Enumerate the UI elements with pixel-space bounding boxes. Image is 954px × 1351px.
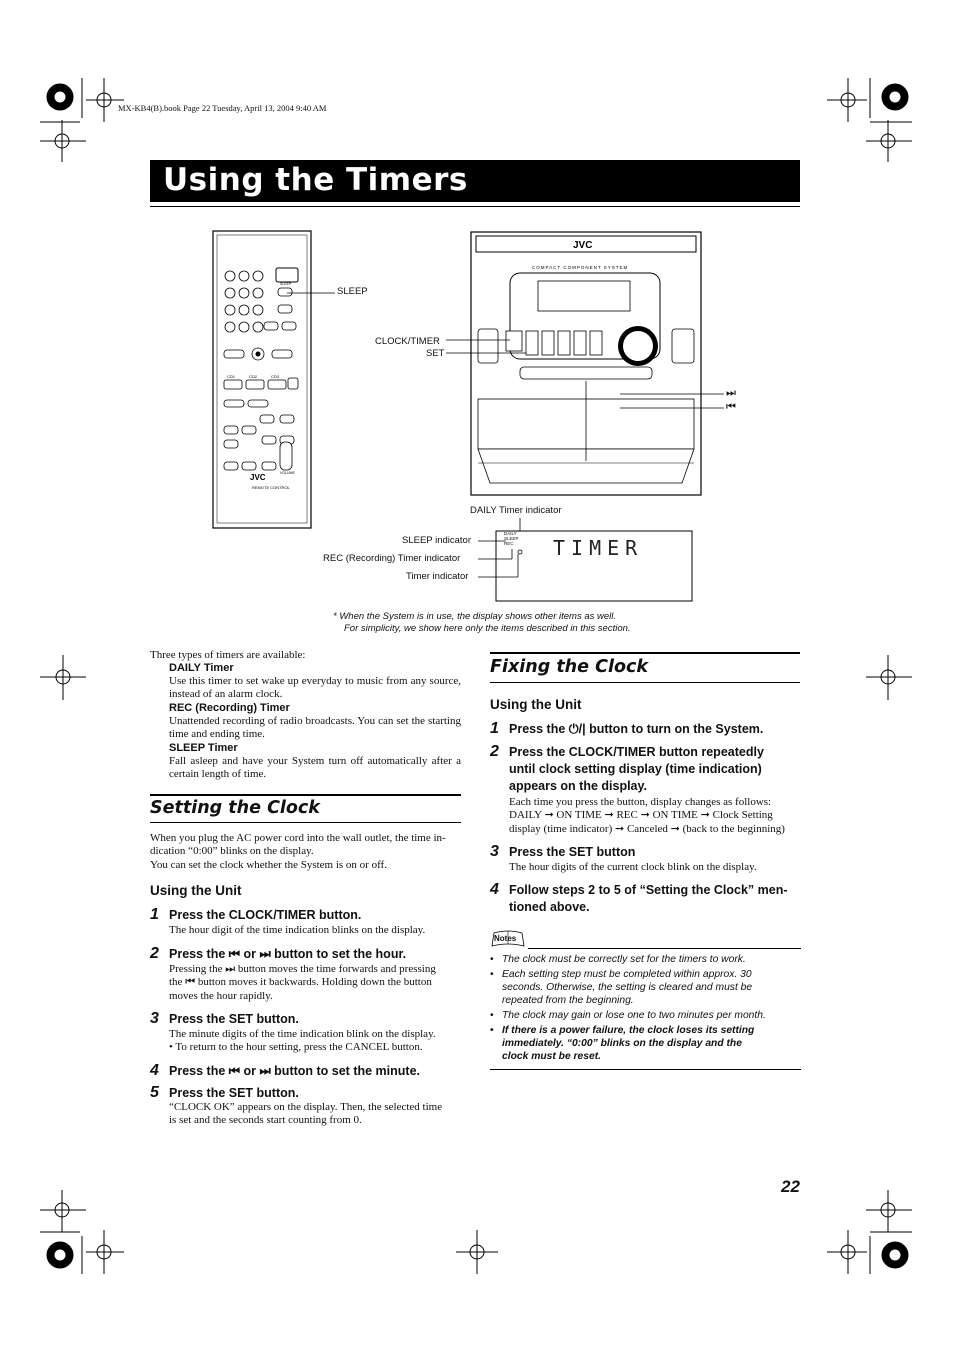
step-body-line: “CLOCK OK” appears on the display. Then, the selected time <box>169 1101 443 1113</box>
daily-timer-indicator-label: DAILY Timer indicator <box>470 505 562 516</box>
sleep-leader-line <box>287 286 337 300</box>
intro-line: dication “0:00” blinks on the display. <box>150 845 314 858</box>
step-title: Press the ⏻/| button to turn on the System. <box>509 722 764 736</box>
step-title: Press the SET button <box>509 845 636 859</box>
page-title: Using the Timers <box>163 162 468 198</box>
step-body-line: moves the hour rapidly. <box>169 989 273 1002</box>
unit-jvc-logo: JVC <box>573 240 593 251</box>
footnote-line-2: For simplicity, we show here only the items described in this section. <box>344 622 631 634</box>
remote-jvc-logo: JVC <box>250 473 266 482</box>
note-line: immediately. “0:00” blinks on the display and the <box>502 1038 742 1049</box>
section-rule-bottom <box>490 682 800 683</box>
step-body <box>169 963 461 1003</box>
intro-lead: Three types of timers are available: <box>150 649 306 661</box>
clock-timer-label: CLOCK/TIMER <box>375 336 440 347</box>
intro-line: When you plug the AC power cord into the wall outlet, the time in- <box>150 832 446 844</box>
notes-rule <box>528 948 801 949</box>
rec-timer-indicator-label: REC (Recording) Timer indicator <box>323 553 461 564</box>
note-item: • If there is a power failure, the clock loses its setting immediately. “0:00” blinks on the display and the clock must be reset. <box>490 1024 801 1063</box>
display-rec-text: REC <box>504 541 514 546</box>
step-body <box>169 1101 461 1128</box>
step-title: Press the SET button. <box>169 1012 299 1026</box>
timer-type-name: DAILY Timer <box>169 662 234 674</box>
step-number: 2 <box>490 743 499 760</box>
step-body <box>169 1028 461 1055</box>
notes-label: Notes <box>494 934 517 943</box>
note-line: Each setting step must be completed within approx. 30 <box>502 969 752 980</box>
skip-button-leaders <box>620 388 730 414</box>
section-rule-top <box>490 652 800 654</box>
remote-cd3-label: CD3 <box>271 374 280 379</box>
section-rule-bottom <box>150 822 461 823</box>
setting-clock-heading: Setting the Clock <box>150 798 320 818</box>
note-item: • The clock may gain or lose one to two minutes per month. <box>490 1009 801 1022</box>
page-number: 22 <box>781 1177 800 1196</box>
setting-using-unit-subheading: Using the Unit <box>150 883 242 898</box>
sleep-indicator-label: SLEEP indicator <box>402 535 472 546</box>
step-title: Press the SET button. <box>169 1086 299 1100</box>
prev-button-symbol: ⏮ <box>726 401 736 413</box>
remote-sleep-label: SLEEP <box>280 282 292 286</box>
step-number: 2 <box>150 945 159 962</box>
intro-line: You can set the clock whether the System is on or off. <box>150 858 387 871</box>
note-line: The clock may gain or lose one to two minutes per month. <box>502 1010 766 1021</box>
step-body-line: Pressing the ⏭ button moves the time forwards and pressing <box>169 963 436 975</box>
step-body <box>509 796 801 836</box>
step-body-line: DAILY ➞ ON TIME ➞ REC ➞ ON TIME ➞ Clock Setting <box>509 809 773 822</box>
note-line: clock must be reset. <box>502 1051 602 1062</box>
note-line: The clock must be correctly set for the timers to work. <box>502 954 746 965</box>
note-item: • Each setting step must be completed within approx. 30 seconds. Otherwise, the setting is cleared and must be repeated from the beginning. <box>490 968 801 1007</box>
figure-footnote <box>333 611 631 634</box>
step-title-line: until clock setting display (time indication) <box>509 762 762 776</box>
step-number: 3 <box>150 1010 159 1027</box>
display-daily-text: DAILY <box>504 531 517 536</box>
timer-type-desc: Fall asleep and have your System turn off automatically after a certain length of time. <box>169 754 461 781</box>
remote-label: REMOTE CONTROL <box>252 485 290 490</box>
timer-type-desc: Unattended recording of radio broadcasts. You can set the starting time and ending time. <box>169 714 461 741</box>
display-sleep-text: SLEEP <box>504 536 519 541</box>
remote-volume-label: VOLUME <box>280 471 295 475</box>
note-item: • The clock must be correctly set for the timers to work. <box>490 953 801 966</box>
title-rule <box>150 206 800 207</box>
section-rule-top <box>150 794 461 796</box>
display-small-indicators <box>504 531 519 546</box>
step-number: 4 <box>150 1062 159 1079</box>
footnote-line-1: * When the System is in use, the display shows other items as well. <box>333 611 617 622</box>
fixing-using-unit-subheading: Using the Unit <box>490 697 582 712</box>
step-title: Press the ⏮ or ⏭ button to set the minute. <box>169 1064 420 1078</box>
step-title-line: Press the CLOCK/TIMER button repeatedly <box>509 745 764 759</box>
step-body: The hour digits of the current clock blink on the display. <box>509 861 757 873</box>
step-body-line: • To return to the hour setting, press the CANCEL button. <box>169 1041 423 1054</box>
step-title-line: appears on the display. <box>509 779 648 793</box>
step-title <box>509 744 801 795</box>
step-title: Press the CLOCK/TIMER button. <box>169 908 362 922</box>
step-number: 1 <box>150 906 159 923</box>
step-body-line: the ⏮ button moves it backwards. Holding down the button <box>169 976 432 989</box>
remote-control-illustration <box>212 230 312 530</box>
step-body-line: is set and the seconds start counting from 0. <box>169 1114 362 1127</box>
step-title-line: Follow steps 2 to 5 of “Setting the Clock” men- <box>509 883 788 897</box>
remote-cd2-label: CD2 <box>249 374 258 379</box>
book-header-line: MX-KB4(B).book Page 22 Tuesday, April 13, 2004 9:40 AM <box>118 103 327 113</box>
note-line: repeated from the beginning. <box>502 995 634 1006</box>
clock-timer-set-leaders <box>440 330 540 370</box>
timer-type-name: SLEEP Timer <box>169 741 238 754</box>
set-label: SET <box>426 348 445 359</box>
setting-clock-intro <box>150 832 462 872</box>
timer-type-name: REC (Recording) Timer <box>169 701 290 714</box>
display-timer-text: TIMER <box>553 536 644 560</box>
step-body-line: The minute digits of the time indication blink on the display. <box>169 1028 436 1040</box>
step-number: 5 <box>150 1084 159 1101</box>
step-body: The hour digit of the time indication blinks on the display. <box>169 924 426 936</box>
step-number: 1 <box>490 720 499 737</box>
step-body-line: Each time you press the button, display changes as follows: <box>509 796 772 808</box>
notes-list <box>490 953 801 1063</box>
step-number: 4 <box>490 881 499 898</box>
note-line: If there is a power failure, the clock loses its setting <box>502 1025 755 1036</box>
step-number: 3 <box>490 843 499 860</box>
step-title: Press the ⏮ or ⏭ button to set the hour. <box>169 947 407 961</box>
timer-types-list <box>169 662 461 781</box>
step-title-line: tioned above. <box>509 900 590 914</box>
timer-indicator-label: Timer indicator <box>406 571 469 582</box>
note-line: seconds. Otherwise, the setting is cleared and must be <box>502 982 753 993</box>
step-body-line: display (time indicator) ➞ Canceled ➞ (back to the beginning) <box>509 822 785 835</box>
notes-bottom-rule <box>490 1069 801 1070</box>
remote-cd1-label: CD1 <box>227 374 236 379</box>
sleep-label: SLEEP <box>337 286 368 297</box>
fixing-clock-heading: Fixing the Clock <box>490 657 648 677</box>
step-title <box>509 882 801 916</box>
next-button-symbol: ⏭ <box>726 387 736 399</box>
unit-system-label: COMPACT COMPONENT SYSTEM <box>532 265 629 270</box>
timer-type-desc: Use this timer to set wake up everyday to music from any source, instead of an alarm clock. <box>169 675 461 701</box>
